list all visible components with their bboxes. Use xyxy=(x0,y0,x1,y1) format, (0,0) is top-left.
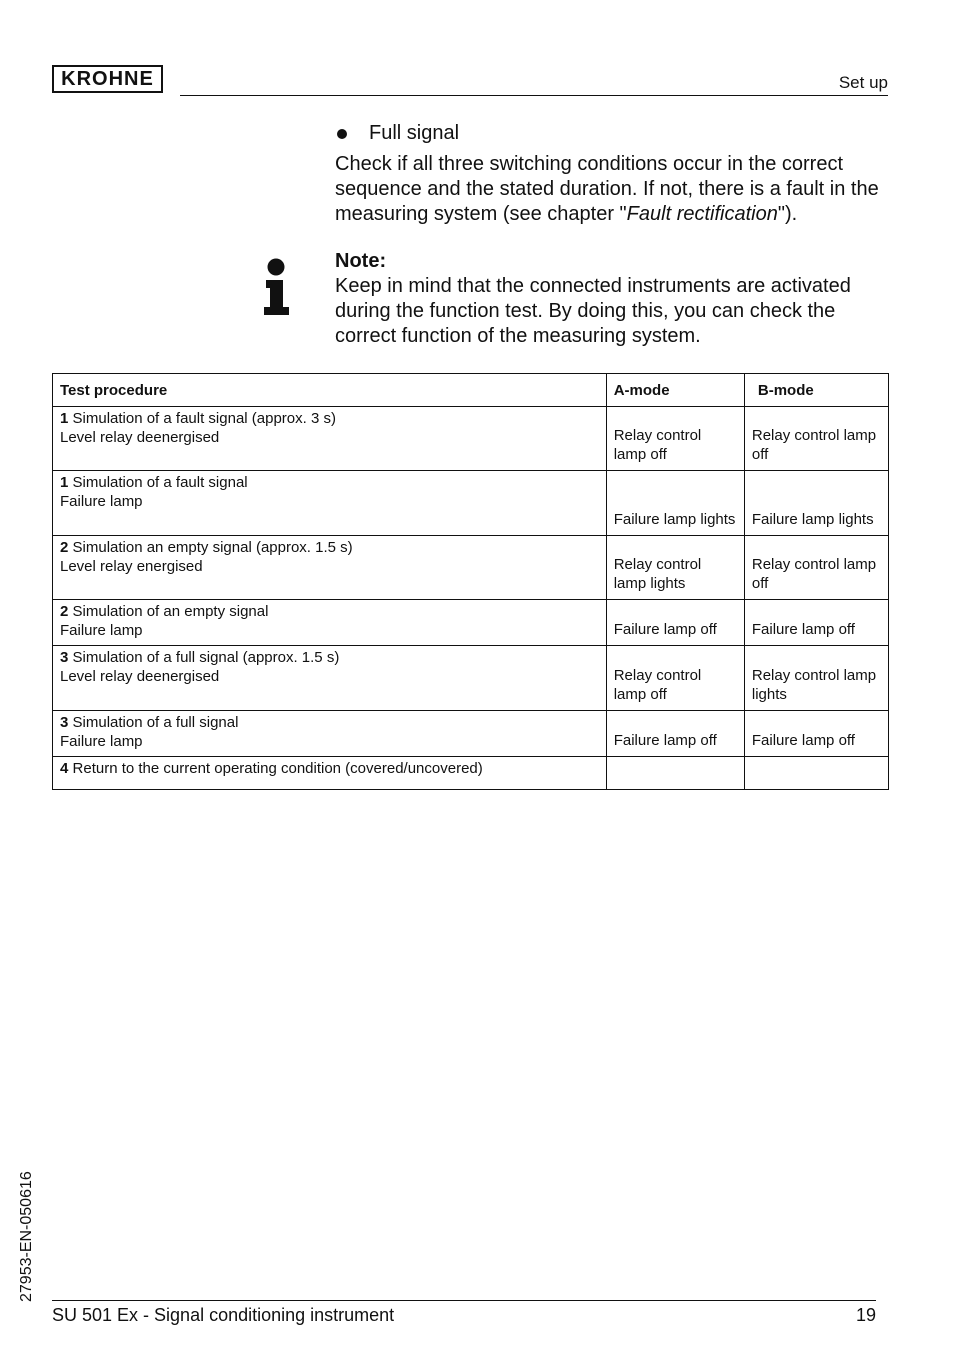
page-number: 19 xyxy=(855,1305,876,1325)
step-number: 1 xyxy=(60,410,69,427)
krohne-logo: KROHNE xyxy=(52,65,163,93)
chapter-reference: Fault rectification xyxy=(626,203,778,225)
step-subtext: Failure lamp xyxy=(60,493,143,510)
note-text: Keep in mind that the connected instruments are activated during the function test. By doing this, you can check the correct function of the measuring system. xyxy=(335,275,851,347)
step-text: Simulation of a full signal (approx. 1.5 s) xyxy=(72,649,340,666)
a-mode-cell: Failure lamp off xyxy=(606,600,744,646)
step-subtext: Level relay energised xyxy=(60,558,203,575)
test-procedure-table xyxy=(52,373,889,790)
step-number: 3 xyxy=(60,649,69,666)
b-mode-cell: Failure lamp lights xyxy=(744,471,888,536)
a-mode-cell: Failure lamp lights xyxy=(606,471,744,536)
bullet-text: Full signal xyxy=(369,122,460,144)
procedure-cell xyxy=(53,407,607,471)
step-number: 3 xyxy=(60,714,69,731)
bullet-item xyxy=(335,121,895,146)
step-text: Simulation of a fault signal xyxy=(72,474,248,491)
info-icon xyxy=(262,258,292,316)
procedure-cell xyxy=(53,536,607,600)
b-mode-cell: Failure lamp off xyxy=(744,711,888,757)
table-row xyxy=(53,757,889,790)
bullet-icon xyxy=(337,129,347,139)
b-mode-cell: Relay control lamp off xyxy=(744,407,888,471)
step-text: Simulation an empty signal (approx. 1.5 s) xyxy=(72,539,353,556)
step-subtext: Failure lamp xyxy=(60,733,143,750)
step-subtext: Failure lamp xyxy=(60,622,143,639)
step-subtext: Level relay deenergised xyxy=(60,668,220,685)
paragraph-text-end: "). xyxy=(777,203,798,225)
table-header-row xyxy=(53,374,889,407)
main-content xyxy=(335,121,895,349)
footer-title: SU 501 Ex - Signal conditioning instrument xyxy=(52,1305,395,1325)
a-mode-cell: Failure lamp off xyxy=(606,711,744,757)
a-mode-cell: Relay control lamp off xyxy=(606,407,744,471)
step-text: Simulation of a fault signal (approx. 3 s) xyxy=(72,410,336,427)
section-title: Set up xyxy=(838,73,888,92)
note-title: Note: xyxy=(335,250,387,272)
table-row xyxy=(53,536,889,600)
header-a-mode: A-mode xyxy=(606,374,744,407)
procedure-cell xyxy=(53,600,607,646)
table-row xyxy=(53,646,889,711)
a-mode-cell: Relay control lamp lights xyxy=(606,536,744,600)
a-mode-cell: Relay control lamp off xyxy=(606,646,744,711)
b-mode-cell: Relay control lamp off xyxy=(744,536,888,600)
table-row xyxy=(53,407,889,471)
b-mode-cell xyxy=(744,757,888,790)
step-number: 2 xyxy=(60,539,69,556)
step-subtext: Level relay deenergised xyxy=(60,429,220,446)
check-paragraph xyxy=(335,152,895,227)
a-mode-cell xyxy=(606,757,744,790)
header-b-mode: B-mode xyxy=(744,374,888,407)
b-mode-cell: Failure lamp off xyxy=(744,600,888,646)
table-row xyxy=(53,471,889,536)
step-text: Simulation of a full signal xyxy=(72,714,239,731)
header-rule xyxy=(180,95,888,96)
procedure-cell xyxy=(53,646,607,711)
footer-rule xyxy=(52,1300,876,1301)
step-text: Return to the current operating condition (covered/uncovered) xyxy=(72,760,483,777)
step-number: 1 xyxy=(60,474,69,491)
step-number: 4 xyxy=(60,760,69,777)
procedure-cell xyxy=(53,711,607,757)
procedure-cell xyxy=(53,757,607,790)
step-number: 2 xyxy=(60,603,69,620)
table-row xyxy=(53,711,889,757)
document-id: 27953-EN-050616 xyxy=(18,1171,35,1302)
b-mode-cell: Relay control lamp lights xyxy=(744,646,888,711)
procedure-cell xyxy=(53,471,607,536)
table-row xyxy=(53,600,889,646)
header-test-procedure: Test procedure xyxy=(53,374,607,407)
step-text: Simulation of an empty signal xyxy=(72,603,269,620)
paragraph-text: Check if all three switching conditions occur in the correct sequence and the stated duration. If not, there is a fault in the measuring system (see chapter " xyxy=(335,153,879,225)
